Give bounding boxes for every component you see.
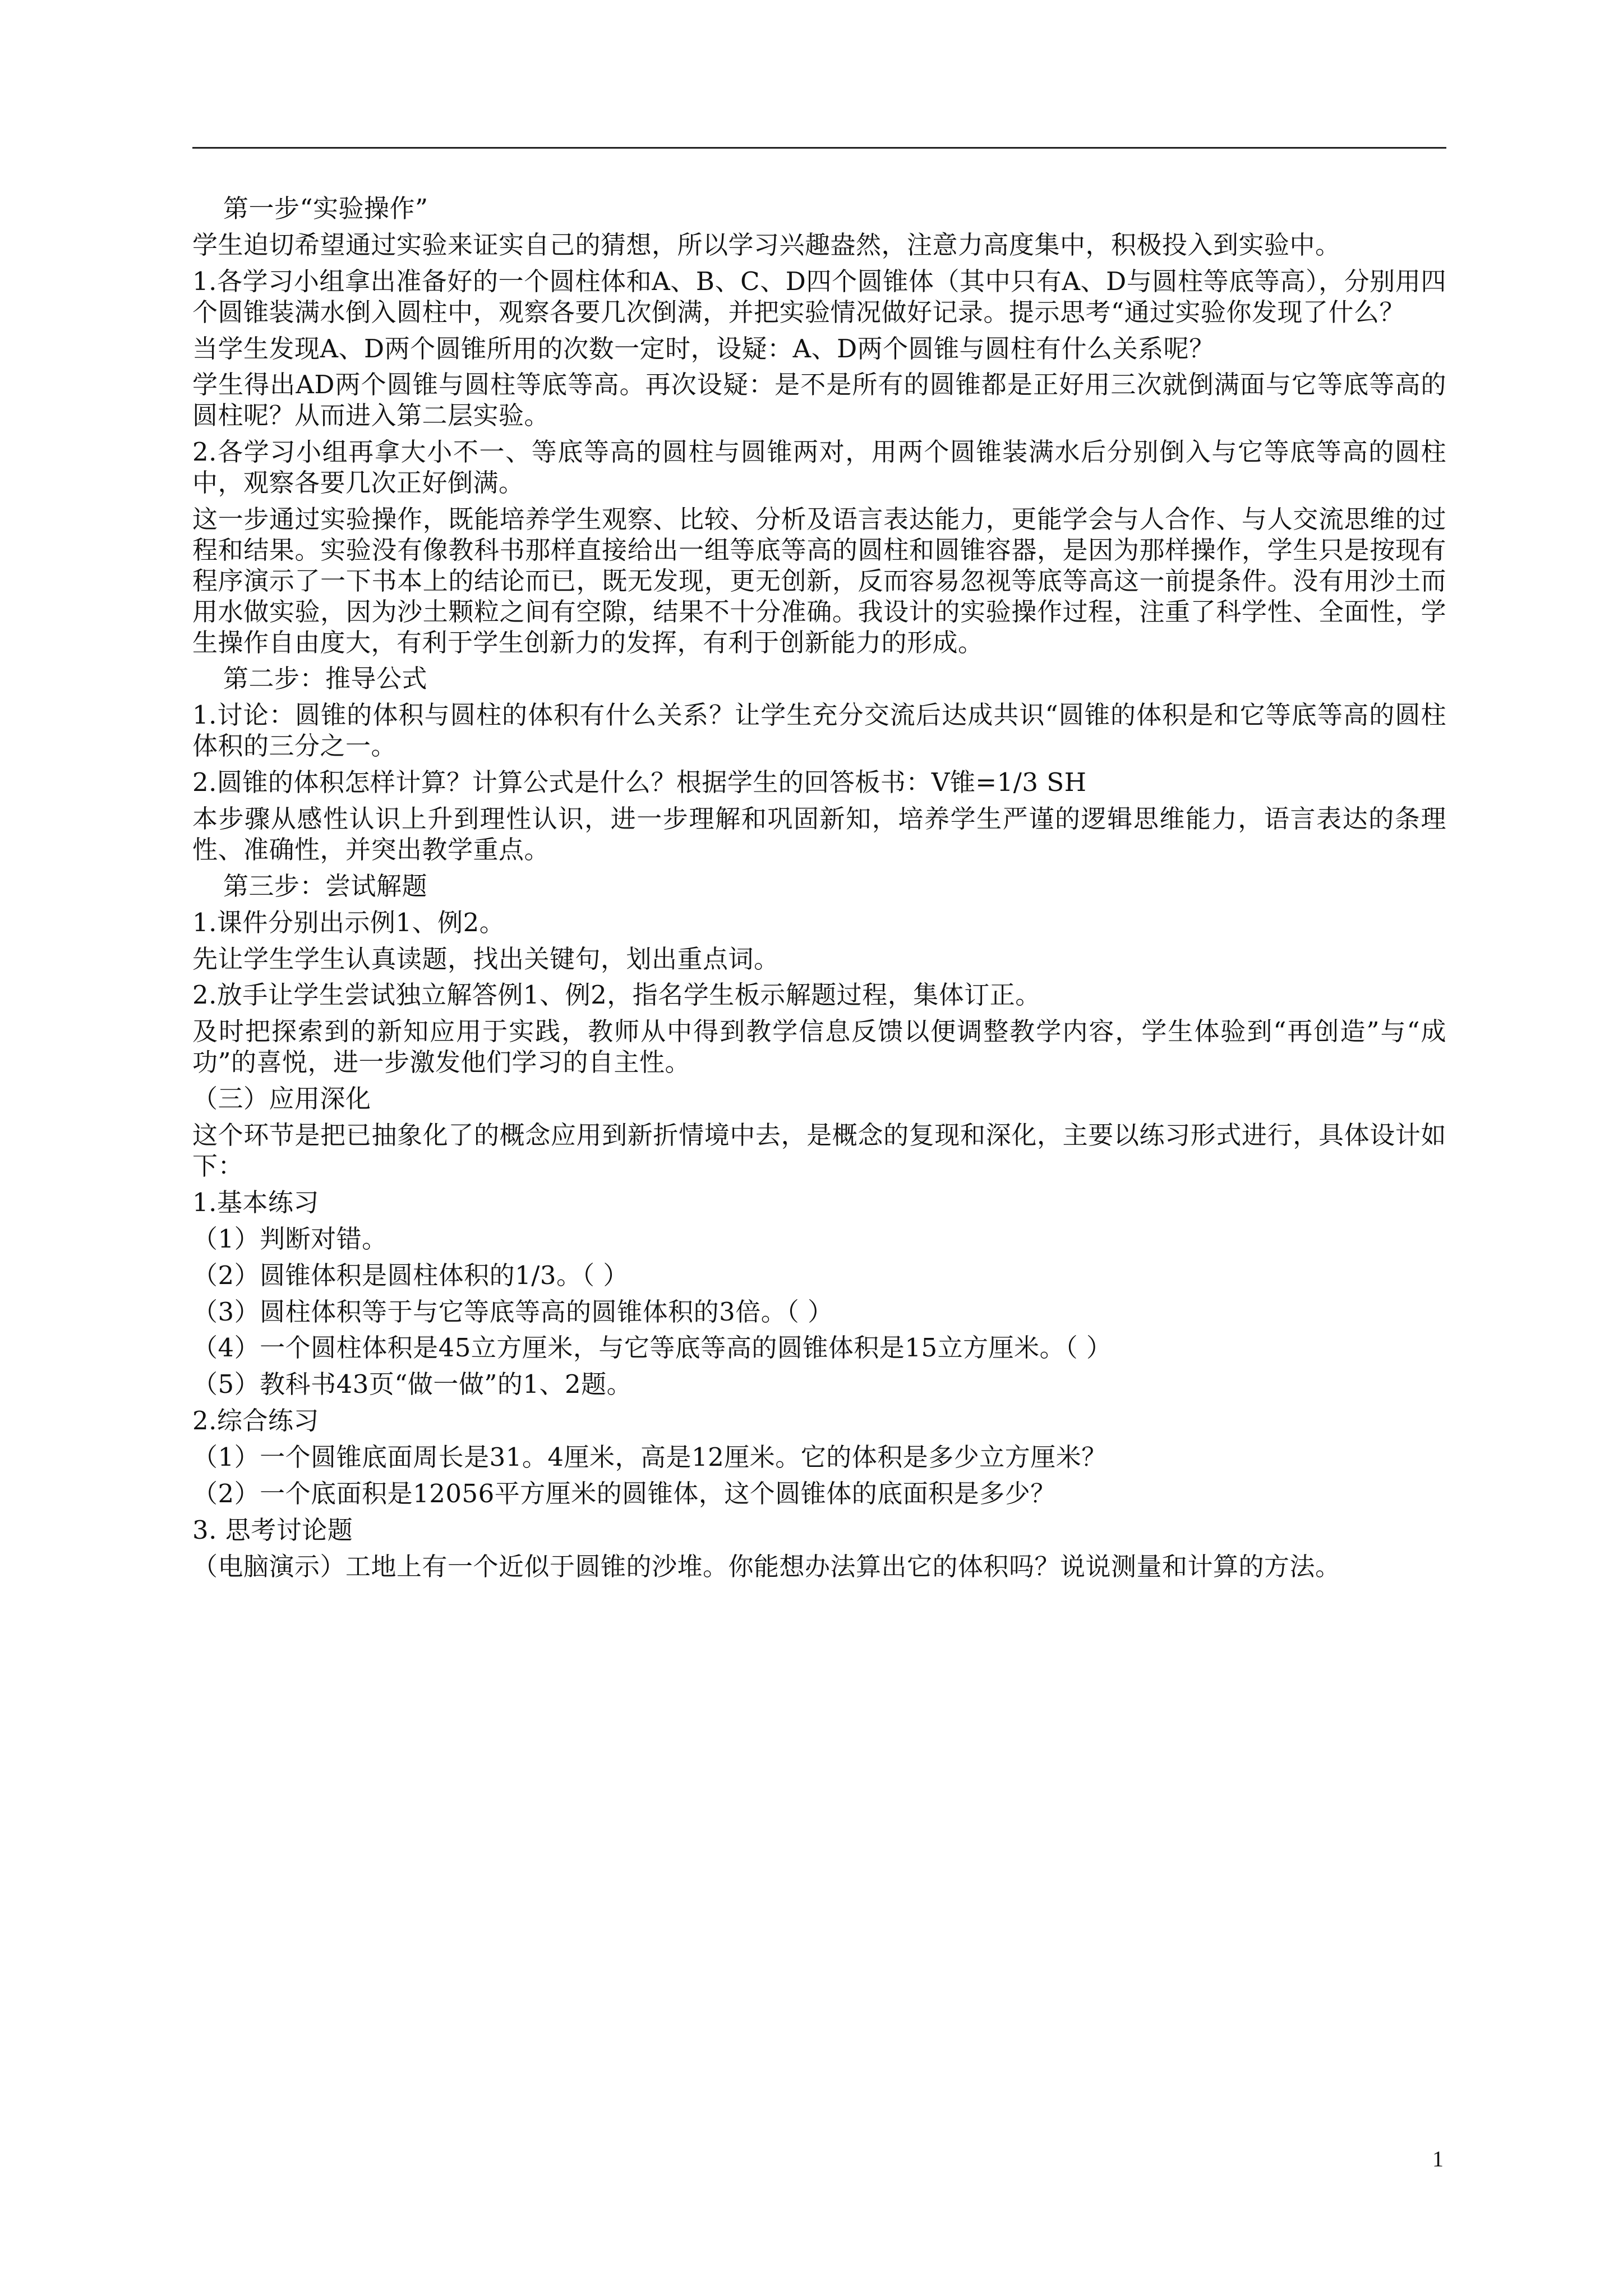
paragraph: 2.放手让学生尝试独立解答例1、例2，指名学生板示解题过程，集体订正。 <box>192 980 1041 1010</box>
paragraph: （3）圆柱体积等于与它等底等高的圆锥体积的3倍。（ ） <box>192 1296 833 1327</box>
paragraph: （4）一个圆柱体积是45立方厘米，与它等底等高的圆锥体积是15立方厘米。（ ） <box>192 1333 1112 1363</box>
paragraph: 学生得出AD两个圆锥与圆柱等底等高。再次设疑：是不是所有的圆锥都是正好用三次就倒满面与它等底等高的圆柱呢？从而进入第二层实验。 <box>192 370 1446 431</box>
paragraph: 2.各学习小组再拿大小不一、等底等高的圆柱与圆锥两对，用两个圆锥装满水后分别倒入与它等底等高的圆柱中，观察各要几次正好倒满。 <box>192 437 1446 498</box>
paragraph: 1.讨论：圆锥的体积与圆柱的体积有什么关系？让学生充分交流后达成共识“圆锥的体积是和它等底等高的圆柱体积的三分之一。 <box>192 700 1446 761</box>
paragraph: 1.课件分别出示例1、例2。 <box>192 907 505 937</box>
page-number: 1 <box>1432 2146 1444 2171</box>
header-rule <box>192 147 1446 149</box>
step-heading: 第二步：推导公式 <box>223 664 428 694</box>
paragraph: （2）一个底面积是12056平方厘米的圆锥体，这个圆锥体的底面积是多少？ <box>192 1478 1056 1508</box>
paragraph: 1.基本练习 <box>192 1187 319 1217</box>
paragraph: （三）应用深化 <box>192 1084 371 1114</box>
paragraph: 先让学生学生认真读题，找出关键句，划出重点词。 <box>192 944 780 974</box>
document-body <box>192 194 1446 1588</box>
paragraph: 1.各学习小组拿出准备好的一个圆柱体和A、B、C、D四个圆锥体（其中只有A、D与圆柱等底等高），分别用四个圆锥装满水倒入圆柱中，观察各要几次倒满，并把实验情况做好记录。提示思考“通过实验你发现了什么？ <box>192 266 1446 327</box>
paragraph: 及时把探索到的新知应用于实践，教师从中得到教学信息反馈以便调整教学内容，学生体验到“再创造”与“成功”的喜悦，进一步激发他们学习的自主性。 <box>192 1016 1446 1078</box>
paragraph: （电脑演示）工地上有一个近似于圆锥的沙堆。你能想办法算出它的体积吗？说说测量和计算的方法。 <box>192 1551 1341 1581</box>
paragraph: 2.综合练习 <box>192 1406 319 1436</box>
paragraph: 本步骤从感性认识上升到理性认识，进一步理解和巩固新知，培养学生严谨的逻辑思维能力，语言表达的条理性、准确性，并突出教学重点。 <box>192 804 1446 864</box>
paragraph: 2.圆锥的体积怎样计算？计算公式是什么？根据学生的回答板书：V锥=1/3 SH <box>192 767 1087 798</box>
paragraph: 这个环节是把已抽象化了的概念应用到新折情境中去，是概念的复现和深化，主要以练习形式进行，具体设计如下： <box>192 1120 1446 1181</box>
step-heading: 第三步：尝试解题 <box>223 871 428 901</box>
step-heading: 第一步“实验操作” <box>223 194 428 223</box>
paragraph: （1）一个圆锥底面周长是31。4厘米，高是12厘米。它的体积是多少立方厘米？ <box>192 1442 1107 1473</box>
paragraph: 这一步通过实验操作，既能培养学生观察、比较、分析及语言表达能力，更能学会与人合作、与人交流思维的过程和结果。实验没有像教科书那样直接给出一组等底等高的圆柱和圆锥容器，是因为那样操作，学生只是按现有程序演示了一下书本上的结论而已，既无发现，更无创新，反而容易忽视等底等高这一前提条件。没有用沙土而用水做实验，因为沙土颗粒之间有空隙，结果不十分准确。我设计的实验操作过程，注重了科学性、全面性，学生操作自由度大，有利于学生创新力的发挥，有利于创新能力的形成。 <box>192 504 1446 657</box>
paragraph: 学生迫切希望通过实验来证实自己的猜想，所以学习兴趣盎然，注意力高度集中，积极投入到实验中。 <box>192 229 1341 260</box>
paragraph: （2）圆锥体积是圆柱体积的1/3。（ ） <box>192 1260 629 1290</box>
paragraph: （1）判断对错。 <box>192 1223 388 1254</box>
paragraph: （5）教科书43页“做一做”的1、2题。 <box>192 1369 633 1400</box>
paragraph: 3. 思考讨论题 <box>192 1515 353 1545</box>
paragraph: 当学生发现A、D两个圆锥所用的次数一定时，设疑：A、D两个圆锥与圆柱有什么关系呢？ <box>192 333 1215 364</box>
